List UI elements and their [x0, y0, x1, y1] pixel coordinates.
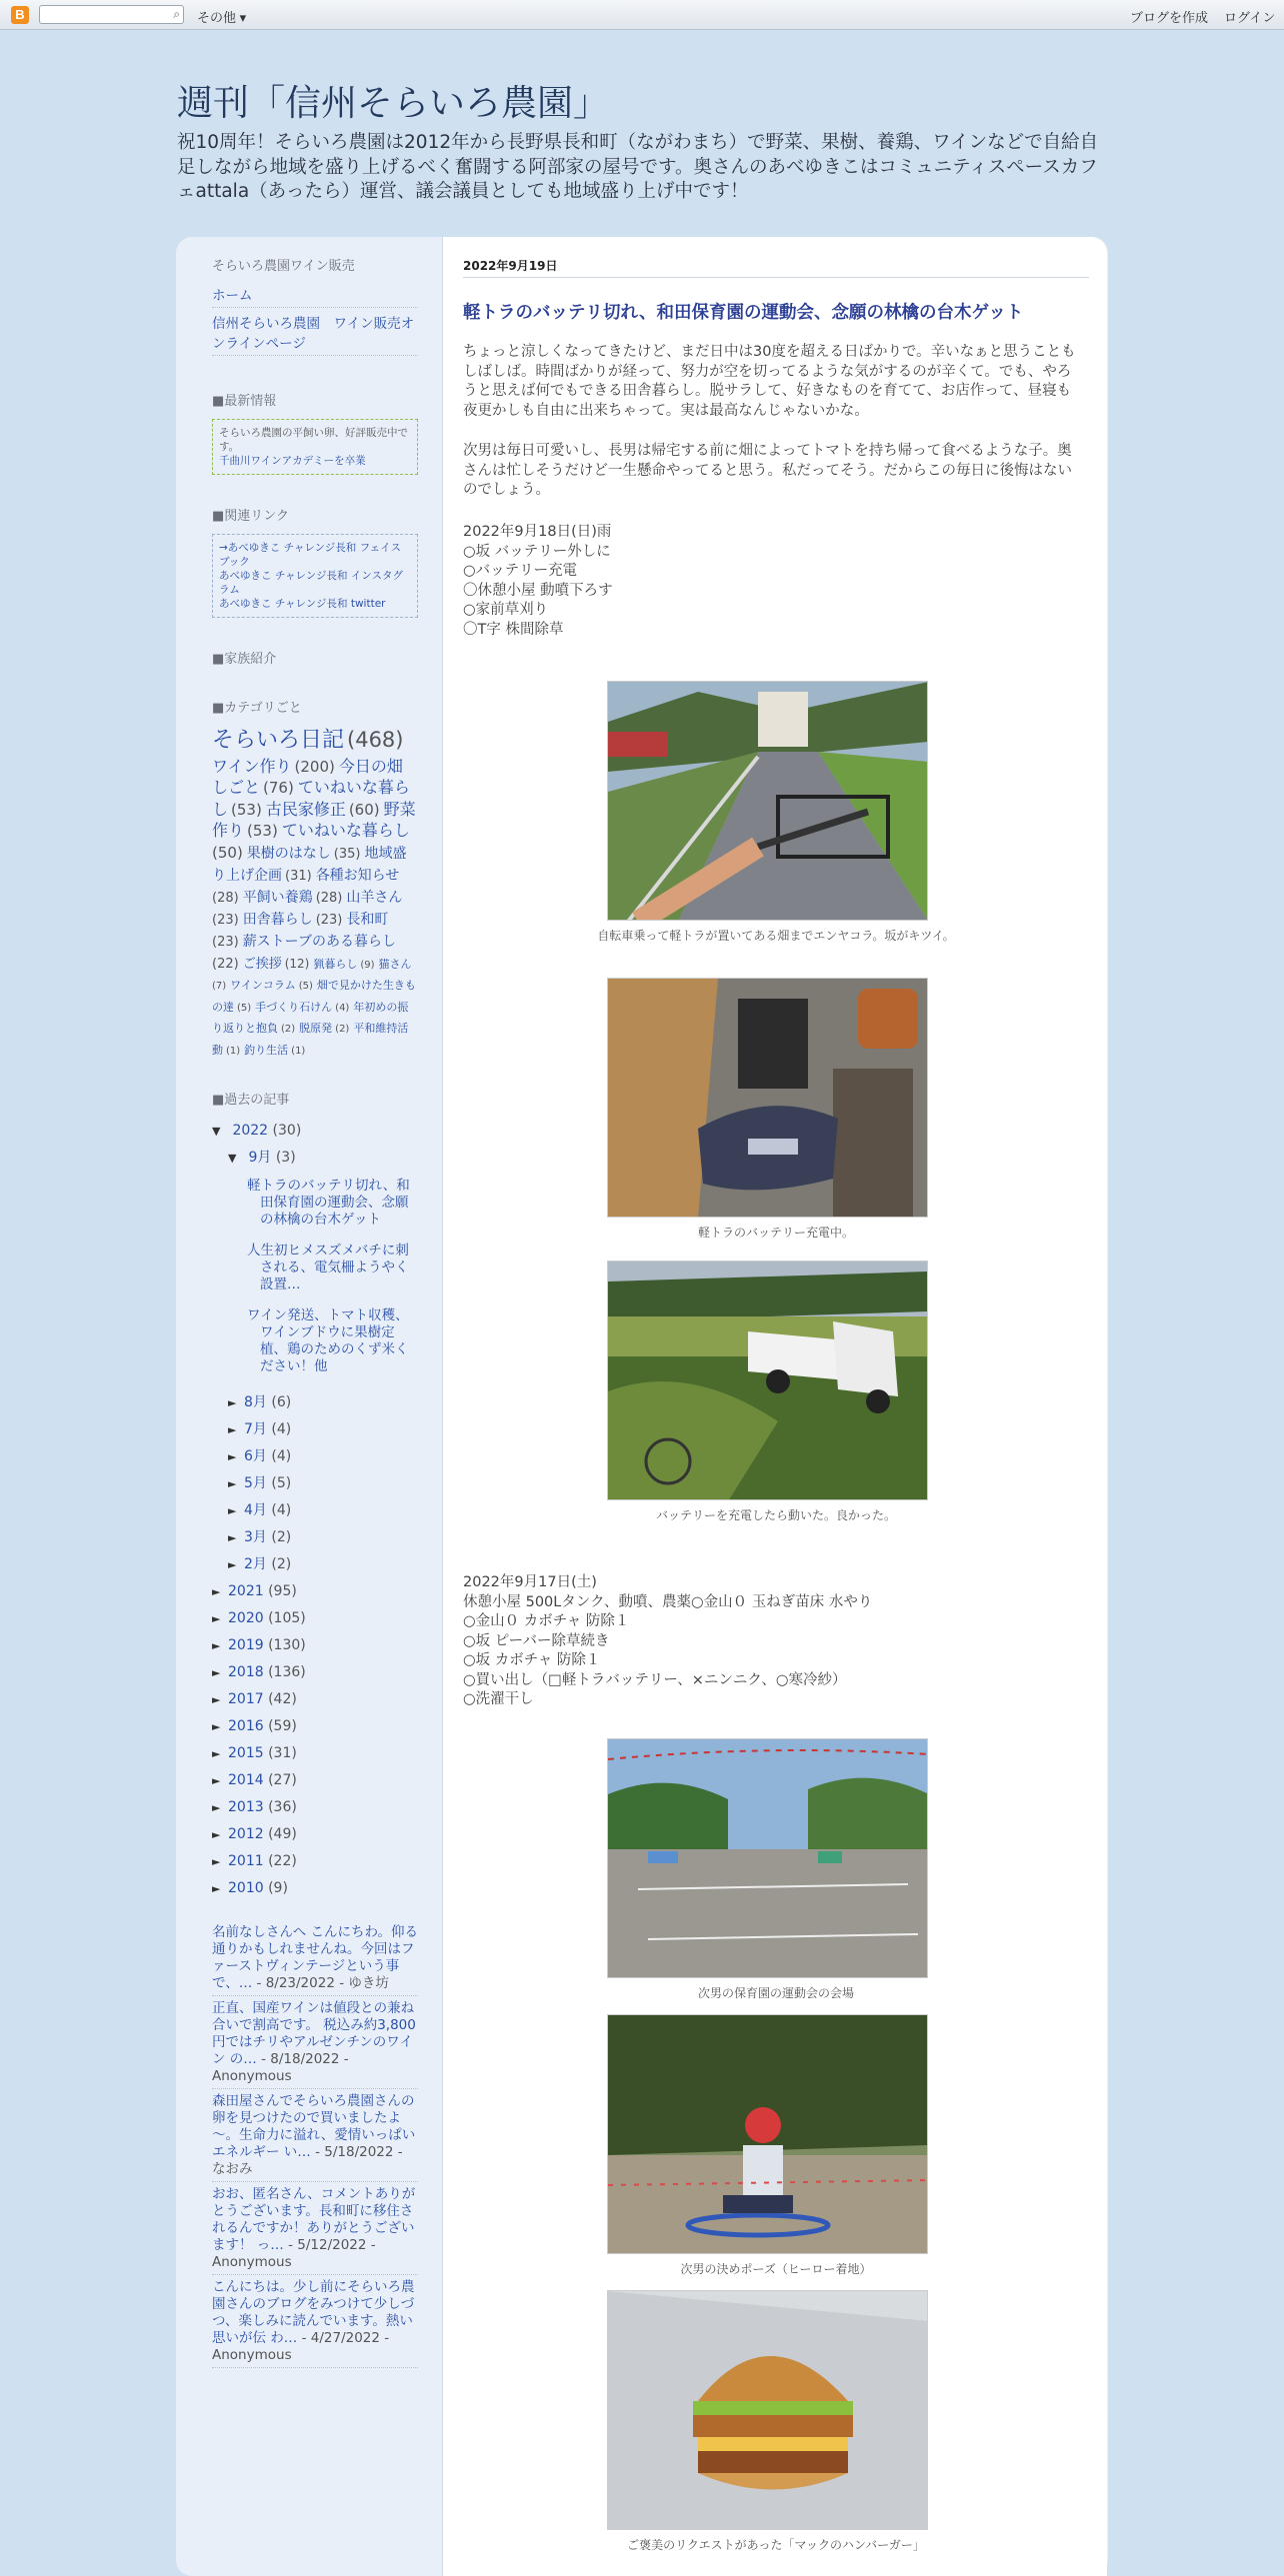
- archive-label[interactable]: 6月: [244, 1448, 267, 1465]
- category-count: (23): [212, 912, 239, 928]
- category-count: (53): [231, 800, 262, 819]
- photo-caption: 自転車乗って軽トラが置いてある畑までエンヤコラ。坂がキツイ。: [597, 929, 955, 943]
- category-link[interactable]: ていねいな暮らし: [212, 778, 410, 819]
- archive-label[interactable]: 2月: [244, 1556, 267, 1573]
- photo-sports-day-field[interactable]: [607, 1738, 928, 1978]
- instagram-link[interactable]: あべゆきこ チャレンジ長和 インスタグラム: [219, 570, 404, 596]
- log-line: ○坂 ピーバー除草続き: [463, 1632, 610, 1649]
- archive-count: (2): [271, 1529, 292, 1546]
- home-link[interactable]: ホーム: [212, 284, 418, 308]
- category-count: (12): [284, 956, 310, 971]
- category-link[interactable]: 地域盛り上げ企画: [212, 846, 407, 884]
- archive-row[interactable]: [212, 1740, 418, 1767]
- archive-month-sep[interactable]: [212, 1145, 418, 1172]
- category-count: (50): [212, 844, 243, 863]
- collapsed-arrow-icon[interactable]: ►: [212, 1639, 221, 1653]
- archive-count: (49): [268, 1826, 297, 1843]
- collapsed-arrow-icon[interactable]: ►: [212, 1747, 221, 1761]
- photo-bike-road[interactable]: [607, 681, 928, 921]
- comment-item: [212, 1924, 418, 1996]
- family-heading: ■家族紹介: [212, 652, 277, 667]
- archive-row[interactable]: [212, 1821, 418, 1848]
- category-count: (2): [335, 1024, 350, 1036]
- blogger-navbar: [0, 0, 1284, 30]
- archive-count: (42): [268, 1691, 297, 1708]
- more-menu[interactable]: その他 ▾: [197, 10, 247, 25]
- category-count: (5): [237, 1002, 252, 1014]
- archive-label[interactable]: 7月: [244, 1421, 267, 1438]
- photo-caption: 軽トラのバッテリー充電中。: [697, 1226, 854, 1240]
- photo-caption: ご褒美のリクエストがあった「マックのハンバーガー」: [627, 2538, 925, 2552]
- archive-label[interactable]: 2020: [228, 1610, 264, 1627]
- collapsed-arrow-icon[interactable]: ►: [212, 1666, 221, 1680]
- archive-year-label[interactable]: 2022: [232, 1123, 269, 1140]
- archive-count: (30): [272, 1123, 302, 1140]
- category-count: (53): [247, 822, 278, 841]
- archive-label[interactable]: 2016: [228, 1718, 264, 1735]
- archive-year-2022[interactable]: [212, 1118, 418, 1145]
- collapsed-arrow-icon[interactable]: ►: [212, 1774, 221, 1788]
- collapsed-arrow-icon[interactable]: ►: [212, 1612, 221, 1626]
- log-line: 休憩小屋 500Lタンク、動噴、農薬○金山０ 玉ねぎ苗床 水やり: [463, 1593, 873, 1610]
- archive-tree: [212, 1118, 418, 1902]
- photo-battery-charger[interactable]: [607, 978, 928, 1218]
- post-paragraph: 次男は毎日可愛いし、長男は帰宅する前に畑によってトマトを持ち帰って食べるような子。奥さんは忙しそうだけど一生懸命やってると思う。私だってそう。だからこの毎日に後悔はないのでしょう。: [463, 443, 1072, 498]
- main-column: [442, 237, 1107, 2576]
- comment-meta: - 8/23/2022 - ゆき坊: [252, 1975, 389, 1992]
- category-link[interactable]: 猫さん: [378, 957, 412, 971]
- news-line: そらいろ農園の平飼い卵、好評販売中です。: [219, 427, 408, 453]
- archive-count: (5): [271, 1475, 292, 1492]
- log-line: ○洗濯干し: [463, 1691, 534, 1707]
- comment-item: [212, 2000, 418, 2089]
- archive-post-link[interactable]: ワイン発送、トマト収穫、ワインブドウに果樹定植、鶏のためのくず米ください！他: [247, 1307, 409, 1375]
- log-line: 〇休憩小屋 動噴下ろす: [463, 582, 613, 599]
- archive-row[interactable]: [212, 1848, 418, 1875]
- archive-row[interactable]: [228, 1524, 418, 1551]
- category-link[interactable]: 各種お知らせ: [315, 867, 400, 884]
- category-count: (60): [348, 800, 380, 819]
- blog-description: 祝10周年！そらいろ農園は2012年から長野県長和町（ながわまち）で野菜、果樹、養鶏、ワインなどで自給自足しながら地域を盛り上げるべく奮闘する阿部家の屋号です。奥さんのあべゆきこはコミュニティスペースカフェattala（あったら）運営、議会議員としても地域盛り上げ中です！: [177, 132, 1099, 202]
- log-line: ○坂 カボチャ 防除１: [463, 1652, 601, 1668]
- log-line: ○坂 バッテリー外しに: [463, 543, 611, 560]
- photo-caption: 次男の決めポーズ（ヒーロー着地）: [680, 2262, 872, 2276]
- archive-heading: ■過去の記事: [212, 1093, 290, 1109]
- category-link[interactable]: ていねいな暮らし: [281, 821, 410, 841]
- archive-row[interactable]: [212, 1713, 418, 1740]
- create-blog-link[interactable]: ブログを作成: [1130, 10, 1209, 25]
- work-log-0917: [463, 1573, 1083, 1710]
- collapsed-arrow-icon[interactable]: ►: [228, 1504, 237, 1518]
- related-links-heading: ■関連リンク: [212, 509, 290, 524]
- archive-count: (105): [268, 1610, 306, 1627]
- archive-row[interactable]: [212, 1875, 418, 1902]
- category-count: (28): [212, 890, 239, 906]
- archive-count: (2): [271, 1556, 292, 1573]
- archive-count: (4): [271, 1502, 292, 1519]
- archive-label[interactable]: 2012: [228, 1826, 264, 1843]
- archive-label[interactable]: 2017: [228, 1691, 264, 1708]
- category-link[interactable]: 脱原発: [299, 1022, 333, 1036]
- news-heading: ■最新情報: [212, 394, 277, 409]
- photo-kei-truck[interactable]: [607, 1261, 928, 1500]
- category-count: (35): [333, 847, 361, 863]
- archive-month-label[interactable]: 9月: [248, 1150, 272, 1167]
- category-link[interactable]: 果樹のはなし: [246, 846, 331, 863]
- archive-count: (4): [271, 1421, 292, 1438]
- category-count: (4): [335, 1002, 350, 1014]
- category-link[interactable]: ワイン作り: [212, 756, 292, 776]
- category-link[interactable]: ワインコラム: [230, 979, 296, 993]
- archive-label[interactable]: 2014: [228, 1772, 264, 1789]
- archive-count: (4): [271, 1448, 292, 1465]
- category-count: (28): [315, 890, 343, 906]
- blogger-logo-icon[interactable]: B: [11, 6, 29, 24]
- log-line: 2022年9月18日(日)雨: [463, 524, 612, 540]
- log-line: ○買い出し（□軽トラバッテリー、×ニンニク、○寒冷紗）: [463, 1671, 847, 1688]
- archive-row[interactable]: [212, 1686, 418, 1713]
- category-link[interactable]: 手づくり石けん: [255, 1000, 333, 1014]
- category-count: (23): [315, 912, 343, 928]
- category-count: (2): [281, 1024, 296, 1036]
- archive-row[interactable]: [228, 1551, 418, 1578]
- category-link[interactable]: ご挨拶: [242, 956, 282, 972]
- category-count: (1): [226, 1045, 241, 1057]
- collapsed-arrow-icon[interactable]: ►: [228, 1531, 237, 1545]
- collapsed-arrow-icon[interactable]: ►: [228, 1558, 237, 1572]
- category-cloud: [212, 726, 418, 1059]
- category-link[interactable]: 平飼い養鶏: [242, 889, 313, 906]
- collapsed-arrow-icon[interactable]: ►: [212, 1828, 221, 1842]
- category-count: (7): [212, 981, 227, 993]
- sidebar: [212, 255, 418, 2372]
- category-count: (9): [360, 959, 375, 971]
- collapsed-arrow-icon[interactable]: ►: [228, 1423, 237, 1437]
- comment-meta: - 5/12/2022 - Anonymous: [212, 2237, 376, 2271]
- facebook-link[interactable]: →あべゆきこ チャレンジ長和 フェイスブック: [219, 542, 402, 568]
- archive-post-link[interactable]: 人生初ヒメスズメバチに刺される、電気柵ようやく設置…: [247, 1243, 409, 1293]
- category-link[interactable]: 長和町: [346, 911, 389, 928]
- archive-count: (136): [268, 1664, 306, 1681]
- archive-count: (31): [268, 1745, 297, 1762]
- comment-link[interactable]: 正直、国産ワインは値段との兼ね合いで割高です。 税込み約3,800円ではチリやアルゼンチンのワイン の…: [212, 2000, 416, 2068]
- archive-count: (27): [268, 1772, 297, 1789]
- work-log-0918: [463, 523, 1083, 640]
- category-count: (468): [347, 728, 404, 752]
- collapsed-arrow-icon[interactable]: ►: [212, 1720, 221, 1734]
- archive-label[interactable]: 8月: [244, 1394, 267, 1411]
- divider: [463, 277, 1089, 278]
- archive-label[interactable]: 2010: [228, 1880, 264, 1897]
- photo-caption: 次男の保育園の運動会の会場: [697, 1986, 854, 2000]
- comment-item: [212, 2186, 418, 2275]
- collapsed-arrow-icon[interactable]: ►: [228, 1477, 237, 1491]
- category-count: (76): [263, 779, 294, 798]
- archive-row[interactable]: [212, 1632, 418, 1659]
- post-date: 2022年9月19日: [463, 259, 558, 273]
- news-link[interactable]: 千曲川ワインアカデミーを卒業: [219, 455, 366, 467]
- archive-count: (22): [268, 1853, 297, 1870]
- log-line: 2022年9月17日(土): [463, 1574, 597, 1590]
- archive-count: (9): [268, 1880, 288, 1897]
- archive-post-link[interactable]: 軽トラのバッテリ切れ、和田保育園の運動会、念願の林檎の台木ゲット: [247, 1178, 410, 1229]
- comment-item: [212, 2279, 418, 2368]
- wine-sales-heading: そらいろ農園ワイン販売: [212, 259, 355, 274]
- archive-row[interactable]: [228, 1497, 418, 1524]
- category-link[interactable]: 今日の畑しごと: [212, 756, 403, 798]
- archive-count: (130): [268, 1637, 306, 1654]
- photo-hero-landing[interactable]: [607, 2014, 928, 2254]
- archive-row[interactable]: [212, 1605, 418, 1632]
- collapsed-arrow-icon[interactable]: ►: [228, 1450, 237, 1464]
- post-paragraph: ちょっと涼しくなってきたけど、まだ日中は30度を超える日ばかりで。辛いなぁと思うこともしばしば。時間ばかりが経って、努力が空を切ってるような気がするのが辛くて。でも、やろうと思えば何でもできる田舎暮らし。脱サラして、好きなものを育てて、お店作って、昼寝も夜更かしも自由に出来ちゃって。実は最高なんじゃないかな。: [463, 344, 1076, 419]
- category-link[interactable]: 古民家修正: [265, 799, 346, 819]
- category-count: (22): [212, 956, 239, 972]
- archive-row[interactable]: [228, 1470, 418, 1497]
- category-link[interactable]: 田舎暮らし: [242, 911, 313, 928]
- comment-meta: - 4/27/2022 - Anonymous: [212, 2330, 390, 2364]
- category-link[interactable]: 猟暮らし: [313, 957, 358, 971]
- category-heading: ■カテゴリごと: [212, 701, 302, 716]
- archive-label[interactable]: 2013: [228, 1799, 264, 1816]
- category-link[interactable]: 薪ストーブのある暮らし: [242, 933, 396, 950]
- archive-row[interactable]: [212, 1578, 418, 1605]
- archive-count: (3): [275, 1150, 296, 1167]
- search-input[interactable]: [39, 5, 184, 24]
- wine-online-link[interactable]: 信州そらいろ農園 ワイン販売オンラインページ: [212, 312, 418, 356]
- log-line: ○金山０ カボチャ 防除１: [463, 1613, 630, 1629]
- log-line: ○バッテリー充電: [463, 563, 578, 579]
- archive-label[interactable]: 2018: [228, 1664, 264, 1681]
- archive-count: (36): [268, 1799, 297, 1816]
- category-count: (1): [291, 1045, 306, 1057]
- archive-label[interactable]: 2011: [228, 1853, 264, 1870]
- comment-meta: - 8/18/2022 - Anonymous: [212, 2051, 349, 2085]
- category-count: (5): [298, 981, 313, 993]
- post-title[interactable]: 軽トラのバッテリ切れ、和田保育園の運動会、念願の林檎の台木ゲット: [463, 303, 1024, 323]
- log-line: ○家前草刈り: [463, 602, 549, 618]
- category-link[interactable]: そらいろ日記: [212, 728, 345, 753]
- comment-item: [212, 2093, 418, 2182]
- news-box: [212, 419, 418, 475]
- archive-row[interactable]: [228, 1389, 418, 1416]
- archive-label[interactable]: 5月: [244, 1475, 267, 1492]
- archive-row[interactable]: [212, 1767, 418, 1794]
- comment-link[interactable]: 名前なしさんへ こんにちわ。仰る通りかもしれませんね。今回はファーストヴィンテージという事で、…: [212, 1924, 418, 1992]
- expanded-arrow-icon[interactable]: ▼: [228, 1152, 237, 1166]
- category-count: (200): [294, 757, 335, 776]
- collapsed-arrow-icon[interactable]: ►: [212, 1801, 221, 1815]
- archive-label[interactable]: 2015: [228, 1745, 264, 1762]
- archive-row[interactable]: [228, 1416, 418, 1443]
- recent-comments: [212, 1924, 418, 2368]
- archive-row[interactable]: [212, 1659, 418, 1686]
- collapsed-arrow-icon[interactable]: ►: [228, 1396, 237, 1410]
- collapsed-arrow-icon[interactable]: ►: [212, 1855, 221, 1869]
- archive-count: (95): [268, 1583, 297, 1600]
- comment-meta: - 5/18/2022 - なおみ: [212, 2144, 403, 2178]
- category-count: (31): [285, 868, 312, 884]
- photo-caption: バッテリーを充電したら動いた。良かった。: [655, 1508, 896, 1522]
- category-link[interactable]: 平和維持活動: [212, 1022, 409, 1057]
- archive-label[interactable]: 4月: [244, 1502, 267, 1519]
- category-link[interactable]: 野菜作り: [212, 799, 416, 841]
- comment-link[interactable]: 森田屋さんでそらいろ農園さんの卵を見つけたので買いましたよ～。生命力に溢れ、愛情いっぱいエネルギー い…: [212, 2093, 416, 2161]
- category-count: (23): [212, 934, 239, 950]
- photo-hamburger[interactable]: [607, 2290, 928, 2530]
- archive-count: (6): [271, 1394, 292, 1411]
- login-link[interactable]: ログイン: [1224, 10, 1276, 25]
- category-link[interactable]: 山羊さん: [346, 889, 403, 906]
- archive-row[interactable]: [228, 1443, 418, 1470]
- related-links-box: [212, 534, 418, 618]
- category-link[interactable]: 年初めの振り返りと抱負: [212, 1000, 409, 1036]
- twitter-link[interactable]: あべゆきこ チャレンジ長和 twitter: [219, 598, 386, 610]
- collapsed-arrow-icon[interactable]: ►: [212, 1585, 221, 1599]
- archive-label[interactable]: 2019: [228, 1637, 264, 1654]
- expanded-arrow-icon[interactable]: ▼: [212, 1125, 221, 1139]
- comment-link[interactable]: こんにちは。少し前にそらいろ農園さんのブログをみつけて少しづつ、楽しみに読んでいます。熱い思いが伝 わ…: [212, 2279, 415, 2347]
- collapsed-arrow-icon[interactable]: ►: [212, 1693, 221, 1707]
- log-line: 〇T字 株間除草: [463, 621, 564, 638]
- comment-link[interactable]: おお、匿名さん、コメントありがとうございます。長和町に移住されるんですか！ありがとうございます！ っ…: [212, 2186, 416, 2254]
- archive-row[interactable]: [212, 1794, 418, 1821]
- blog-title[interactable]: 週刊「信州そらいろ農園」: [177, 83, 610, 124]
- archive-label[interactable]: 3月: [244, 1529, 267, 1546]
- category-link[interactable]: 釣り生活: [244, 1043, 289, 1057]
- collapsed-arrow-icon[interactable]: ►: [212, 1882, 221, 1896]
- category-link[interactable]: 畑で見かけた生きもの達: [212, 979, 416, 1014]
- archive-label[interactable]: 2021: [228, 1583, 264, 1600]
- archive-count: (59): [268, 1718, 297, 1735]
- search-icon[interactable]: ⌕: [173, 7, 180, 21]
